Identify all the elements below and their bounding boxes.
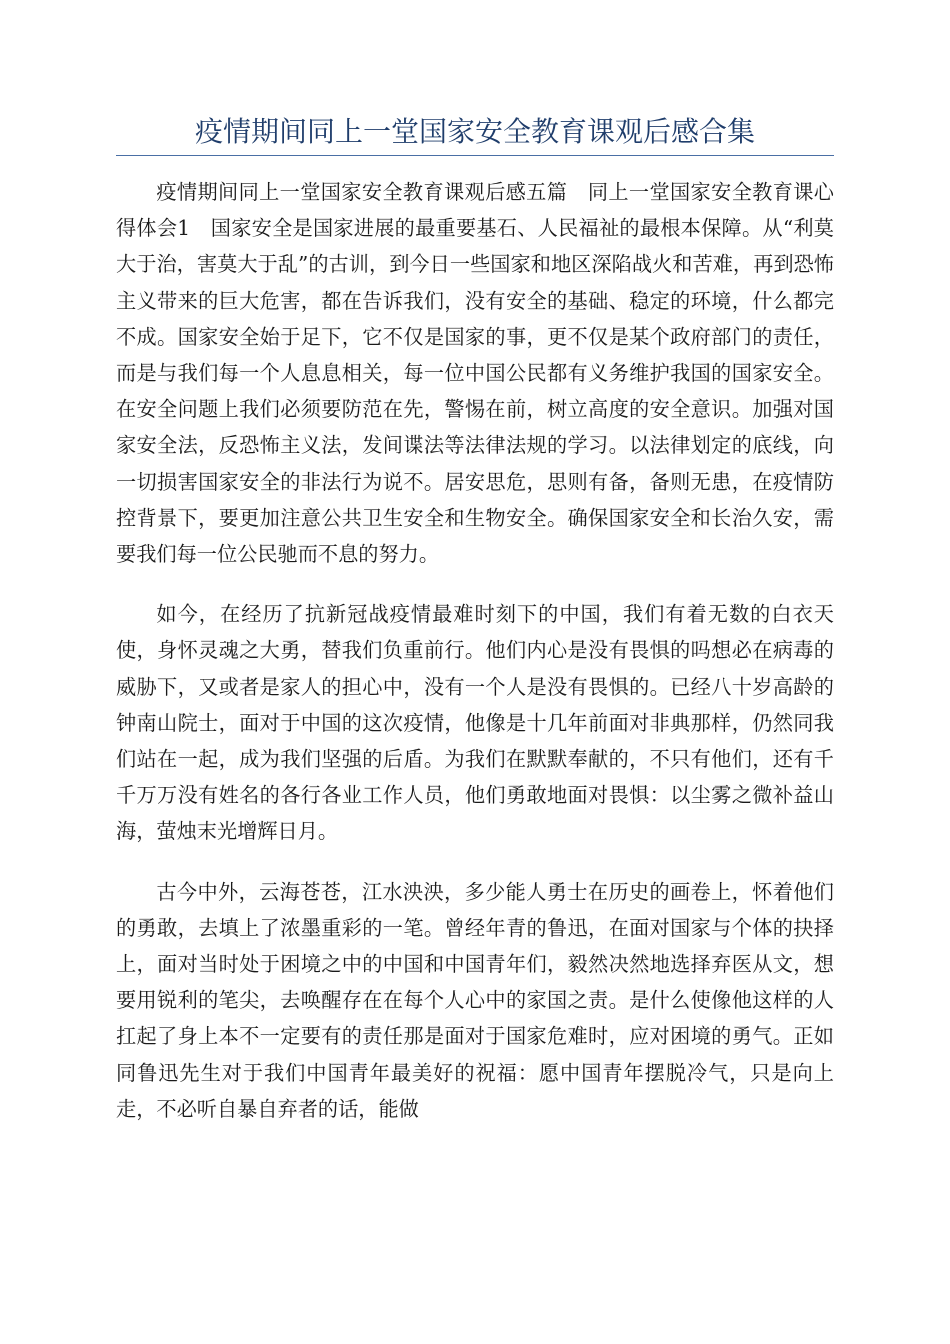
paragraph: 疫情期间同上一堂国家安全教育课观后感五篇 同上一堂国家安全教育课心得体会1 国家安全是国家进展的最重要基石、人民福祉的最根本保障。从“利莫大于治，害莫大于乱”的古训，到今日一些国家和地区深陷战火和苦难，再到恐怖主义带来的巨大危害，都在告诉我们，没有安全的基础、稳定的环境，什么都完不成。国家安全始于足下，它不仅是国家的事，更不仅是某个政府部门的责任，而是与我们每一个人息息相关，每一位中国公民都有义务维护我国的国家安全。在安全问题上我们必须要防范在先，警惕在前，树立高度的安全意识。加强对国家安全法，反恐怖主义法，发间谍法等法律法规的学习。以法律划定的底线，向一切损害国家安全的非法行为说不。居安思危，思则有备，备则无患，在疫情防控背景下，要更加注意公共卫生安全和生物安全。确保国家安全和长治久安，需要我们每一位公民驰而不息的努力。: [116, 180, 834, 567]
title-underline: [116, 155, 834, 156]
document-title: 疫情期间同上一堂国家安全教育课观后感合集: [194, 115, 755, 148]
paragraph: 古今中外，云海苍苍，江水泱泱，多少能人勇士在历史的画卷上，怀着他们的勇敢，去填上了浓墨重彩的一笔。曾经年青的鲁迅，在面对国家与个体的抉择上，面对当时处于困境之中的中国和中国青年们，毅然决然地选择弃医从文，想要用锐利的笔尖，去唤醒存在在每个人心中的家国之责。是什么使像他这样的人扛起了身上本不一定要有的责任那是面对于国家危难时，应对困境的勇气。正如同鲁迅先生对于我们中国青年最美好的祝福：愿中国青年摆脱冷气，只是向上走，不必听自暴自弃者的话，能做: [116, 879, 834, 1121]
paragraph: 如今，在经历了抗新冠战疫情最难时刻下的中国，我们有着无数的白衣天使，身怀灵魂之大勇，替我们负重前行。他们内心是没有畏惧的吗想必在病毒的威胁下，又或者是家人的担心中，没有一个人是没有畏惧的。已经八十岁高龄的钟南山院士，面对于中国的这次疫情，他像是十几年前面对非典那样，仍然同我们站在一起，成为我们坚强的后盾。为我们在默默奉献的，不只有他们，还有千千万万没有姓名的各行各业工作人员，他们勇敢地面对畏惧：以尘雾之微补益山海，萤烛末光增辉日月。: [116, 602, 834, 844]
document-body: [116, 174, 834, 1151]
